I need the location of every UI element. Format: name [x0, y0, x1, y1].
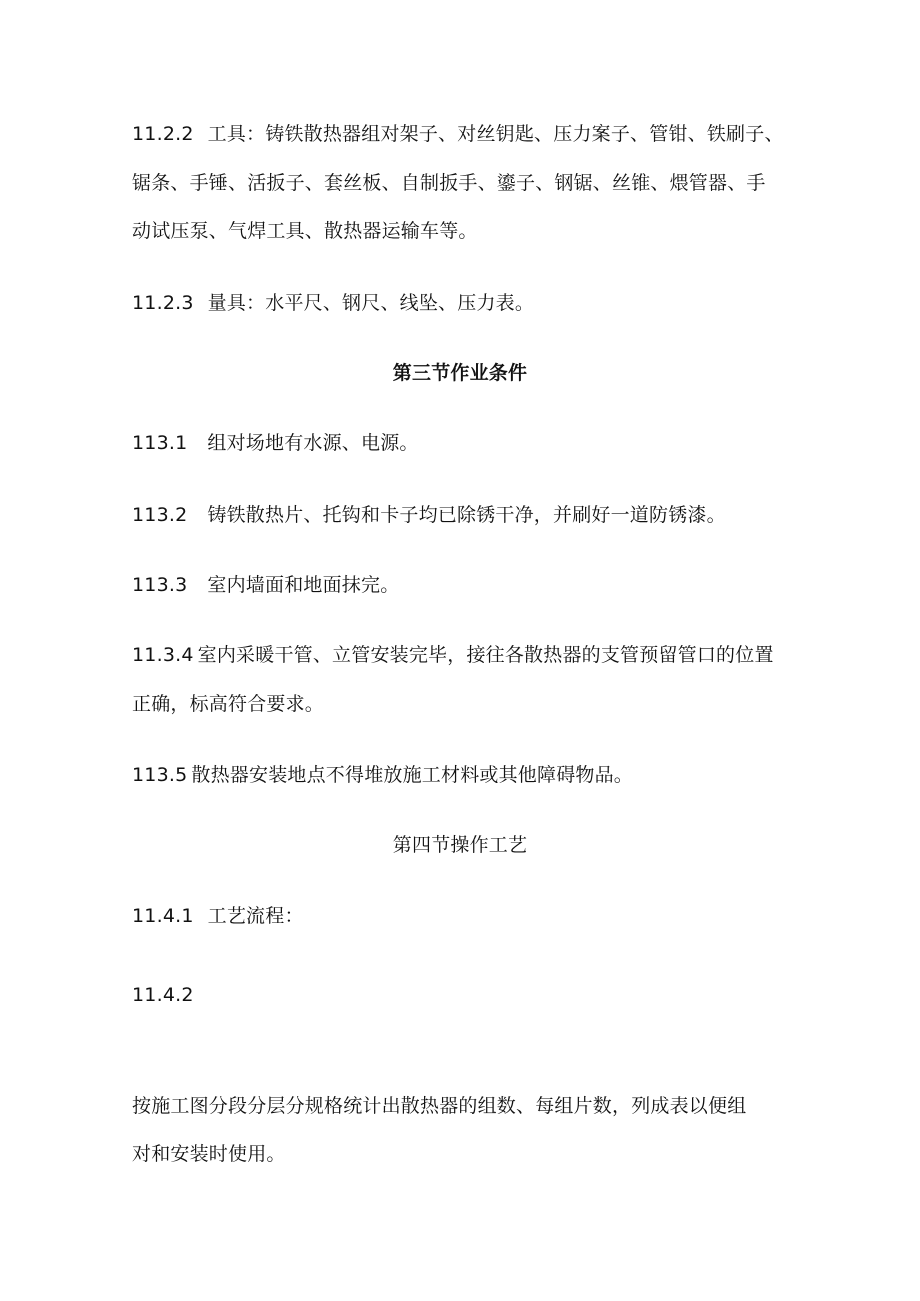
- paragraph-text: 工具：铸铁散热器组对架子、对丝钥匙、压力案子、管钳、铁刷子、: [207, 123, 784, 145]
- paragraph-11-4-1: [132, 903, 304, 929]
- paragraph-11-3-4-line-2: 正确，标高符合要求。: [132, 693, 325, 715]
- paragraph-text: 散热器安装地点不得堆放施工材料或其他障碍物品。: [191, 764, 634, 786]
- section-number: 113.1: [132, 432, 188, 454]
- paragraph-text: 组对场地有水源、电源。: [207, 432, 419, 454]
- section-heading-3: 第三节作业条件: [392, 362, 528, 384]
- section-number: 113.2: [132, 504, 188, 526]
- paragraph-text: 量具：水平尺、钢尺、线坠、压力表。: [207, 292, 535, 314]
- paragraph-text: 室内墙面和地面抹完。: [207, 574, 400, 596]
- paragraph-11-2-3: [132, 290, 534, 316]
- section-number: 11.2.3: [132, 292, 194, 314]
- paragraph-11-4-2: [132, 982, 194, 1008]
- paragraph-11-2-2-line-3: 动试压泵、气焊工具、散热器运输车等。: [132, 220, 478, 242]
- paragraph-11-3-4-line-1: [132, 642, 774, 668]
- section-number: 11.2.2: [132, 123, 194, 145]
- paragraph-statistics-line-2: 对和安装时使用。: [132, 1143, 286, 1165]
- paragraph-text: 室内采暖干管、立管安装完毕，接往各散热器的支管预留管口的位置: [197, 644, 774, 666]
- section-heading-4: 第四节操作工艺: [392, 834, 528, 856]
- section-number: 11.3.4: [132, 644, 194, 666]
- paragraph-11-2-2-line-1: [132, 121, 784, 147]
- paragraph-11-3-2: [132, 502, 726, 528]
- section-number: 11.4.2: [132, 984, 194, 1006]
- paragraph-text: 工艺流程：: [207, 905, 304, 927]
- paragraph-11-3-5: [132, 762, 633, 788]
- paragraph-11-3-1: [132, 430, 419, 456]
- paragraph-statistics-line-1: 按施工图分段分层分规格统计出散热器的组数、每组片数，列成表以便组: [132, 1095, 747, 1117]
- paragraph-11-2-2-line-2: 锯条、手锤、活扳子、套丝板、自制扳手、鎏子、钢锯、丝锥、煨管器、手: [132, 172, 766, 194]
- section-number: 11.4.1: [132, 905, 194, 927]
- section-number: 113.5: [132, 764, 188, 786]
- paragraph-text: 铸铁散热片、托钩和卡子均已除锈干净，并刷好一道防锈漆。: [207, 504, 726, 526]
- section-number: 113.3: [132, 574, 188, 596]
- paragraph-11-3-3: [132, 572, 399, 598]
